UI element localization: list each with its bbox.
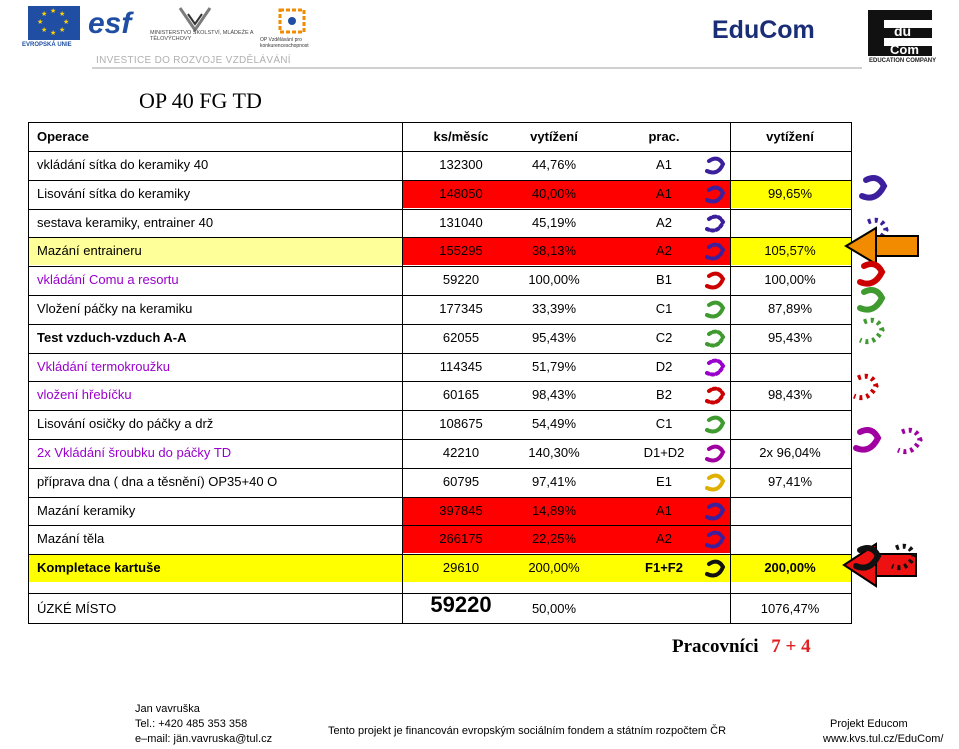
cell-pr: A2 <box>656 531 672 547</box>
cell-vy: 97,41% <box>531 473 577 489</box>
cell-vt <box>735 209 845 237</box>
invest-slogan: INVESTICE DO ROZVOJE VZDĚLÁVÁNÍ <box>96 55 291 66</box>
table-row <box>29 295 851 323</box>
bottleneck-ks: 59220 <box>430 592 492 617</box>
cell-ks: 42210 <box>442 445 480 460</box>
bottleneck-total: 1076,47% <box>760 601 820 616</box>
cell-vt: 99,65% <box>767 185 813 201</box>
cell-vt: 2x 96,04% <box>759 445 821 460</box>
cell-pr: A1 <box>656 157 672 172</box>
worker-icon-magenta <box>856 430 878 450</box>
cell-ks: 29610 <box>442 560 480 576</box>
footer-web: www.kvs.tul.cz/EduCom/ <box>823 733 944 745</box>
eu-caption: EVROPSKÁ UNIE <box>22 42 72 48</box>
cell-vt <box>735 525 845 553</box>
cell-ks: 108675 <box>439 416 483 432</box>
worker-icon <box>705 355 731 379</box>
cell-ks: 114345 <box>439 358 483 374</box>
educom-logo <box>868 2 934 58</box>
table-row <box>29 497 851 525</box>
cell-ks: 59220 <box>442 272 480 288</box>
cell-pr: A1 <box>656 185 672 201</box>
col-header-vytizeni-total: vytížení <box>766 129 814 144</box>
cell-vt: 97,41% <box>767 473 813 489</box>
cell-op: příprava dna ( dna a těsnění) OP35+40 O <box>37 473 278 489</box>
cell-vt <box>735 497 845 525</box>
cell-op: Lisování sítka do keramiky <box>37 185 191 201</box>
footer-project: Projekt Educom <box>830 718 908 730</box>
cell-vt <box>735 353 845 381</box>
cell-vy: 140,30% <box>528 445 580 460</box>
cell-pr: A2 <box>656 214 672 230</box>
eu-flag-logo: ★ ★ ★ ★ ★ ★ ★ ★ <box>28 6 80 40</box>
cell-op: vložení hřebíčku <box>37 387 132 403</box>
cell-vt: 100,00% <box>764 272 816 288</box>
col-header-vytizeni: vytížení <box>530 129 578 144</box>
worker-icon <box>705 556 731 580</box>
cell-vy: 45,19% <box>531 214 577 230</box>
cell-vy: 40,00% <box>531 185 577 201</box>
worker-icon <box>705 268 731 292</box>
cell-op: 2x Vkládání šroubku do páčky TD <box>37 445 232 460</box>
cell-pr: A2 <box>656 243 672 259</box>
workers-count: 7 + 4 <box>771 636 811 657</box>
cell-ks: 397845 <box>439 502 483 518</box>
brand-title: EduCom <box>712 16 815 44</box>
cell-vy: 98,43% <box>531 387 577 403</box>
worker-icon <box>705 182 731 206</box>
worker-icon-green <box>860 290 882 310</box>
table-row <box>29 209 851 237</box>
educom-caption: EDUCATION COMPANY <box>869 58 937 64</box>
cell-ks: 155295 <box>439 243 483 259</box>
table-row <box>29 381 851 409</box>
worker-icon <box>705 211 731 235</box>
worker-icon-dotted-magenta <box>898 430 920 451</box>
bottleneck-vytizeni: 50,00% <box>531 601 577 616</box>
cell-vy: 95,43% <box>531 329 577 345</box>
table-row <box>29 237 851 265</box>
cell-op: Mazání entraineru <box>37 243 142 259</box>
cell-vy: 38,13% <box>531 243 577 259</box>
cell-op: Test vzduch-vzduch A-A <box>37 329 187 345</box>
bottleneck-label: ÚZKÉ MÍSTO <box>37 601 117 616</box>
cell-vy: 44,76% <box>531 157 577 172</box>
worker-icon <box>705 441 731 465</box>
table-row <box>29 468 851 496</box>
svg-text:du: du <box>894 23 912 39</box>
operations-table <box>28 122 852 624</box>
worker-icon <box>705 297 731 321</box>
table-row <box>29 266 851 294</box>
table-row <box>29 525 851 553</box>
table-row <box>29 180 851 208</box>
msmt-caption: MINISTERSTVO ŠKOLSTVÍ, MLÁDEŽE A TĚLOVÝCHOVY <box>150 30 254 42</box>
footer-author: Jan vavruška <box>135 703 200 715</box>
table-row <box>29 410 851 438</box>
cell-vt <box>735 151 845 179</box>
col-header-operace: Operace <box>37 129 90 144</box>
cell-vt: 105,57% <box>764 243 816 259</box>
cell-ks: 177345 <box>439 301 483 316</box>
op-caption: OP Vzdělávání pro konkurenceschopnost <box>260 37 309 49</box>
col-header-prac: prac. <box>648 129 680 144</box>
workers-summary <box>672 636 811 658</box>
cell-vy: 51,79% <box>531 358 577 374</box>
cell-op: vkládání Comu a resortu <box>37 272 179 288</box>
bottleneck-row <box>29 593 851 623</box>
worker-icon <box>705 326 731 350</box>
worker-icon <box>705 153 731 177</box>
worker-icon <box>705 383 731 407</box>
table-row <box>29 554 851 582</box>
worker-icon-red <box>860 264 882 284</box>
divider-right <box>730 123 731 623</box>
cell-pr: B1 <box>656 272 672 288</box>
cell-pr: D2 <box>655 358 673 374</box>
worker-icon <box>705 239 731 263</box>
cell-vy: 22,25% <box>531 531 577 547</box>
worker-icon <box>705 527 731 551</box>
page-title: OP 40 FG TD <box>139 88 262 113</box>
cell-ks: 131040 <box>439 214 483 230</box>
cell-pr: B2 <box>656 387 672 403</box>
footer-funding: Tento projekt je financován evropským sociálním fondem a státním rozpočtem ČR <box>328 725 727 737</box>
worker-icon-purple <box>862 178 884 198</box>
worker-icon-dotted-green <box>860 320 882 341</box>
cell-ks: 60165 <box>442 387 480 403</box>
cell-pr: C2 <box>655 329 673 345</box>
cell-vt: 200,00% <box>764 560 816 576</box>
footer-email: e–mail: jän.vavruska@tul.cz <box>135 733 273 745</box>
table-row <box>29 439 851 467</box>
cell-op: Vkládání termokroužku <box>37 358 170 374</box>
cell-vy: 100,00% <box>528 272 580 288</box>
cell-op: Lisování osičky do páčky a drž <box>37 416 214 432</box>
cell-vy: 54,49% <box>531 416 577 432</box>
cell-ks: 266175 <box>439 531 483 547</box>
cell-pr: C1 <box>655 416 673 432</box>
worker-icon <box>705 470 731 494</box>
cell-ks: 132300 <box>439 157 483 172</box>
svg-text:Com: Com <box>890 42 919 57</box>
esf-logo: esf <box>88 7 132 40</box>
divider-left <box>402 123 403 623</box>
worker-icon <box>705 412 731 436</box>
cell-op: Vložení páčky na keramiku <box>37 301 193 316</box>
cell-pr: D1+D2 <box>643 445 685 460</box>
cell-pr: C1 <box>655 301 673 316</box>
cell-op: sestava keramiky, entrainer 40 <box>37 214 214 230</box>
worker-icons-side <box>836 170 959 590</box>
cell-vy: 14,89% <box>531 502 577 518</box>
cell-vt: 87,89% <box>767 301 813 316</box>
footer-tel: Tel.: +420 485 353 358 <box>135 718 248 730</box>
cell-vt: 95,43% <box>767 329 813 345</box>
cell-op: Mazání keramiky <box>37 502 136 518</box>
cell-pr: E1 <box>656 473 672 489</box>
workers-label: Pracovníci <box>672 636 759 657</box>
cell-pr: F1+F2 <box>645 560 683 576</box>
cell-op: Mazání těla <box>37 531 105 547</box>
col-header-ks: ks/měsíc <box>433 129 489 144</box>
table-row <box>29 353 851 381</box>
table-row <box>29 324 851 352</box>
worker-icon-dotted-red <box>854 376 876 397</box>
cell-op: Kompletace kartuše <box>37 560 161 576</box>
cell-pr: A1 <box>656 502 672 518</box>
table-header-row <box>29 123 851 151</box>
cell-ks: 148050 <box>439 185 483 201</box>
cell-ks: 60795 <box>442 473 480 489</box>
cell-op: vkládání sítka do keramiky 40 <box>37 157 209 172</box>
worker-icon <box>705 499 731 523</box>
cell-vt: 98,43% <box>767 387 813 403</box>
cell-ks: 62055 <box>442 329 480 345</box>
header-divider <box>92 67 862 69</box>
cell-vt <box>735 410 845 438</box>
cell-vy: 33,39% <box>531 301 577 316</box>
table-row <box>29 151 851 179</box>
cell-vy: 200,00% <box>528 560 580 576</box>
